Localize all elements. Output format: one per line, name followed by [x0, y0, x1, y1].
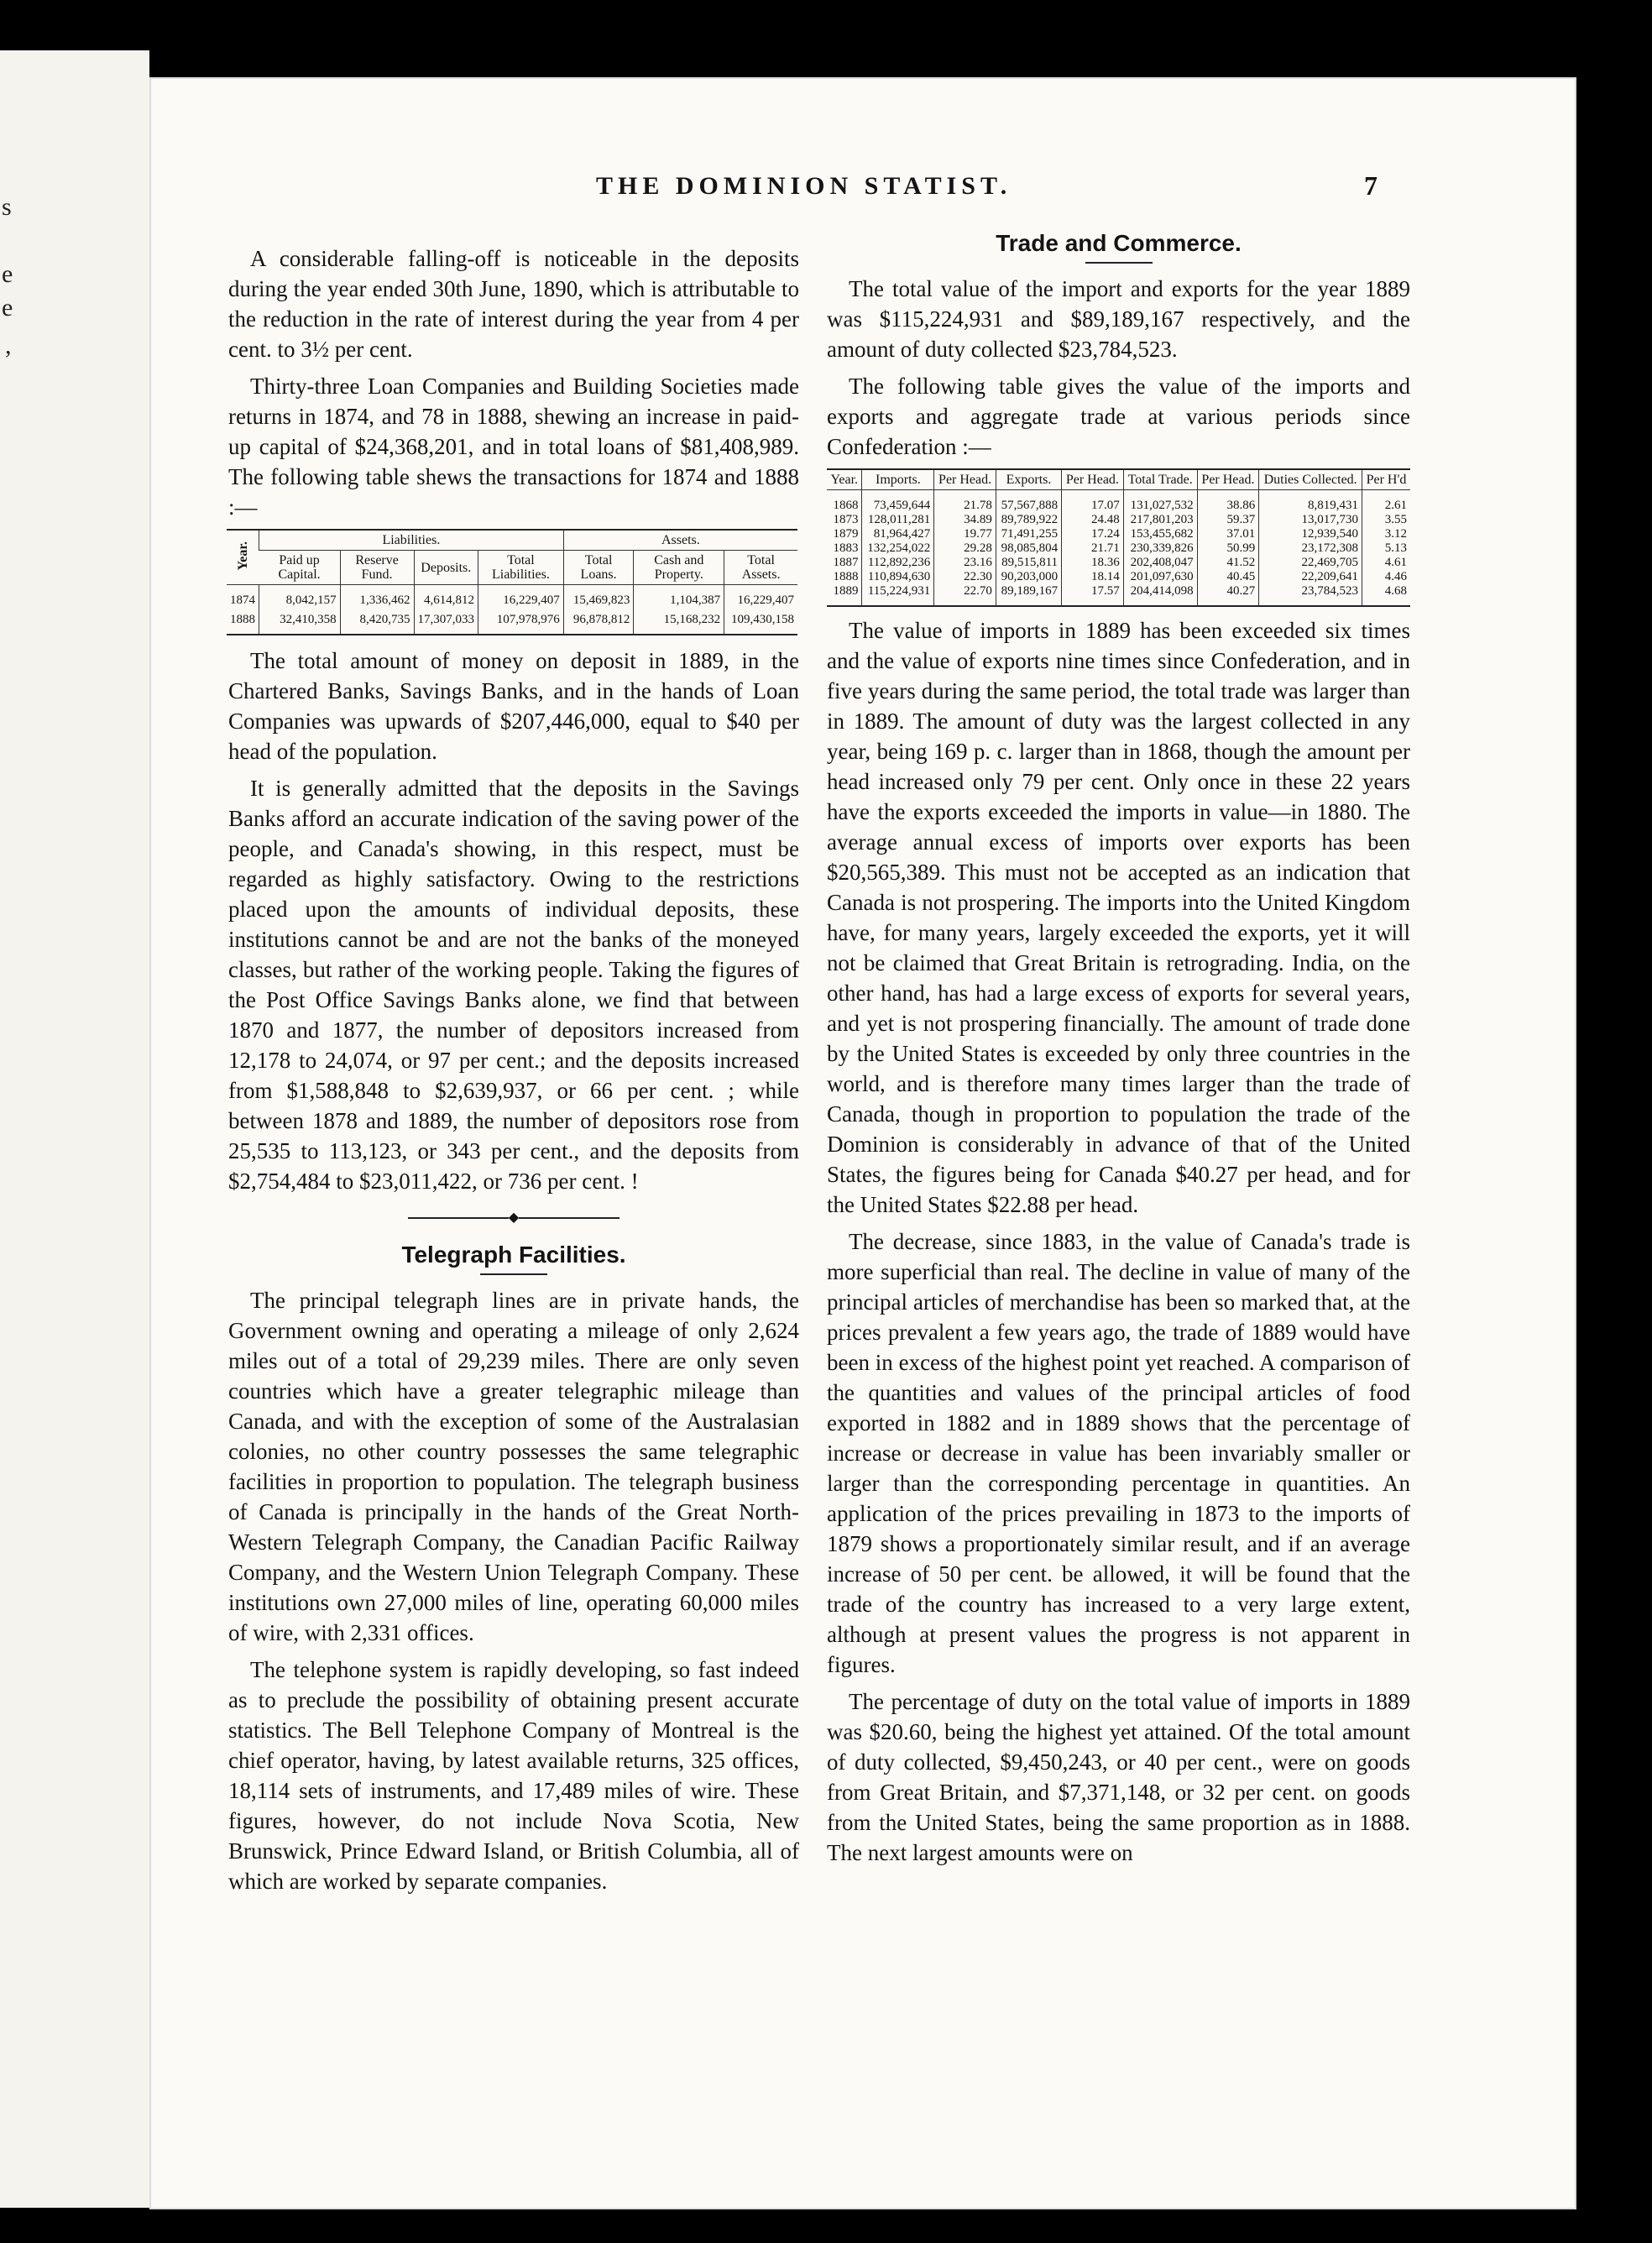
table-row [827, 513, 1410, 527]
table-cell: 115,224,931 [862, 584, 934, 606]
table-cell: 22.30 [934, 570, 996, 584]
table-cell: 89,189,167 [996, 584, 1061, 606]
table-row [827, 584, 1410, 606]
table-cell: 15,469,823 [563, 585, 634, 611]
table-cell: 18.36 [1062, 556, 1124, 570]
table-cell: 22,209,641 [1259, 570, 1362, 584]
table-cell: 38.86 [1197, 490, 1259, 514]
section-heading: Telegraph Facilities. [401, 1242, 626, 1268]
table-cell: 1888 [833, 570, 859, 583]
table-header: Imports. [862, 469, 934, 490]
table-cell: 4.46 [1362, 570, 1410, 584]
paragraph: The percentage of duty on the total value of imports in 1889 was $20.60, being the highest yet attained. Of the total amount of duty collected, $9,450,243, or 40 per cent., were on goods from Great Britain, and $7,371,148, or 32 per cent. on goods from the United States, being the same proportion as in 1888. The next largest amounts were on [827, 1689, 1410, 1865]
paragraph: The value of imports in 1889 has been exceeded six times and the value of exports nine times since Confederation, and in five years during the same period, the total trade was larger than in 1889. The amount of duty was the largest collected in any year, being 169 p. c. larger than in 1868, though the amount per head increased only 79 per cent. Only once in these 22 years have the exports exceeded the imports in value—in 1880. The average annual excess of imports over exports has been $20,565,389. This must not be accepted as an indication that Canada is not prospering. The imports into the United Kingdom have, for many years, largely exceeded the exports, yet it will not be claimed that Great Britain is retrograding. India, on the other hand, has had a large excess of exports for several years, and yet is not prospering financially. The amount of trade done by the United States is exceeded by only three countries in the world, and is therefore many times larger than the trade of Canada, though in proportion to population the trade of the Dominion is considerably in advance of that of the United States, the figures being for Canada $40.27 per head, and for the United States $22.88 per head. [827, 618, 1410, 1217]
paragraph: The total value of the import and exports for the year 1889 was $115,224,931 and $89,189,167 respectively, and the amount of duty collected $23,784,523. [827, 276, 1410, 362]
table-cell: 40.27 [1197, 584, 1259, 606]
table-cell: 109,430,158 [724, 610, 797, 635]
loan-companies-table [227, 529, 797, 635]
table-cell: 1873 [833, 513, 859, 526]
heading-rule [480, 1273, 547, 1275]
table-cell: 204,414,098 [1123, 584, 1197, 606]
table-cell: 81,964,427 [862, 527, 934, 541]
table-row [227, 585, 797, 611]
table-cell: 23.16 [934, 556, 996, 570]
table-cell: 1879 [833, 527, 859, 541]
paragraph: The decrease, since 1883, in the value of Canada's trade is more superficial than real. The decline in value of many of the principal articles of merchandise has been so marked that, at the prices prevalent a few years ago, the trade of 1889 would have been in excess of the highest point yet reached. A comparison of the quantities and values of the principal articles of food exported in 1882 and in 1889 shows that the percentage of increase or decrease in value has been invariably smaller or larger than the corresponding percentage in quantities. An application of the prices prevailing in 1873 to the imports of 1879 shows a proportionately similar result, and if an average increase of 50 per cent. be allowed, it will be found that the trade of the country has increased to a very large extent, although at present values the progress is not apparent in figures. [827, 1229, 1410, 1677]
table-row [827, 541, 1410, 556]
table-cell: 2.61 [1362, 490, 1410, 514]
page-number: 7 [1364, 170, 1378, 201]
table-cell: 4.61 [1362, 556, 1410, 570]
table-header: Total Loans. [563, 551, 634, 585]
table-cell: 1889 [827, 584, 862, 606]
table-cell: 89,515,811 [996, 556, 1061, 570]
table-header: Total Liabilities. [478, 551, 564, 585]
table-cell: 15,168,232 [634, 610, 724, 635]
section-divider: ◆ [228, 1203, 799, 1233]
table-cell: 17.57 [1062, 584, 1124, 606]
section-heading: Trade and Commerce. [996, 230, 1242, 256]
paragraph: The principal telegraph lines are in private hands, the Government owning and operating a mileage of only 2,624 miles out of a total of 29,239 miles. There are only seven countries which have a greater telegraphic mileage than Canada, and with the exception of some of the Australasian colonies, no other country possesses the same telegraphic facilities in proportion to population. The telegraph business of Canada is principally in the hands of the Great North-Western Telegraph Company, the Canadian Pacific Railway Company, and the Western Union Telegraph Company. These institutions own 27,000 miles of line, operating 60,000 miles of wire, with 2,331 offices. [228, 1288, 799, 1645]
table-header: Reserve Fund. [340, 551, 414, 585]
strip-letter: e [2, 260, 13, 288]
table-cell: 4.68 [1362, 584, 1410, 606]
table-cell: 34.89 [934, 513, 996, 527]
table-cell: 17,307,033 [414, 610, 478, 635]
table-header: Per H'd [1362, 469, 1410, 490]
paragraph: A considerable falling-off is noticeable in the deposits during the year ended 30th June, 1890, which is attributable to the reduction in the rate of interest during the year from 4 per cent. to 3½ per cent. [228, 246, 799, 362]
table-cell: 32,410,358 [259, 610, 341, 635]
table-cell: 17.07 [1062, 490, 1124, 514]
table-row [827, 490, 1410, 514]
table-cell: 23,172,308 [1259, 541, 1362, 556]
table-header: Total Assets. [724, 551, 797, 585]
running-header: THE DOMINION STATIST. [596, 172, 1012, 200]
table-header: Cash and Property. [634, 551, 724, 585]
table-cell: 8,819,431 [1259, 490, 1362, 514]
adjacent-page-strip [0, 50, 149, 2208]
paragraph: The telephone system is rapidly developing, so fast indeed as to preclude the possibility of obtaining present accurate statistics. The Bell Telephone Company of Montreal is the chief operator, having, by latest available returns, 325 offices, 18,114 sets of instruments, and 17,489 miles of wire. These figures, however, do not include Nova Scotia, New Brunswick, Prince Edward Island, or British Columbia, all of which are worked by separate companies. [228, 1657, 799, 1894]
right-column [827, 228, 1410, 1874]
table-group-header: Assets. [563, 530, 797, 551]
table-cell: 128,011,281 [862, 513, 934, 527]
table-header: Per Head. [1197, 469, 1259, 490]
table-cell: 71,491,255 [996, 527, 1061, 541]
table-cell: 153,455,682 [1123, 527, 1197, 541]
table-cell: 3.55 [1362, 513, 1410, 527]
left-column [228, 243, 799, 1903]
table-header: Year. [227, 530, 259, 585]
table-cell: 57,567,888 [996, 490, 1061, 514]
table-cell: 4,614,812 [414, 585, 478, 611]
table-cell: 21.78 [934, 490, 996, 514]
paragraph: The following table gives the value of the imports and exports and aggregate trade at various periods since Confederation :— [827, 374, 1410, 459]
table-cell: 18.14 [1062, 570, 1124, 584]
table-cell: 3.12 [1362, 527, 1410, 541]
table-header: Deposits. [414, 551, 478, 585]
table-cell: 110,894,630 [862, 570, 934, 584]
table-cell: 1868 [833, 499, 859, 512]
table-cell: 201,097,630 [1123, 570, 1197, 584]
table-group-header: Liabilities. [259, 530, 564, 551]
table-cell: 1874 [230, 593, 255, 607]
table-row [827, 556, 1410, 570]
table-header: Duties Collected. [1259, 469, 1362, 490]
table-cell: 230,339,826 [1123, 541, 1197, 556]
table-cell: 59.37 [1197, 513, 1259, 527]
table-cell: 202,408,047 [1123, 556, 1197, 570]
table-cell: 24.48 [1062, 513, 1124, 527]
table-cell: 8,042,157 [259, 585, 341, 611]
table-cell: 107,978,976 [478, 610, 564, 635]
strip-letter: s [2, 193, 12, 221]
table-row [827, 527, 1410, 541]
table-cell: 21.71 [1062, 541, 1124, 556]
table-cell: 112,892,236 [862, 556, 934, 570]
table-cell: 17.24 [1062, 527, 1124, 541]
table-header: Total Trade. [1123, 469, 1197, 490]
table-header: Per Head. [934, 469, 996, 490]
table-cell: 132,254,022 [862, 541, 934, 556]
table-cell: 13,017,730 [1259, 513, 1362, 527]
table-cell: 5.13 [1362, 541, 1410, 556]
heading-rule [1085, 262, 1153, 264]
table-cell: 89,789,922 [996, 513, 1061, 527]
table-cell: 50.99 [1197, 541, 1259, 556]
table-cell: 98,085,804 [996, 541, 1061, 556]
table-cell: 1,336,462 [340, 585, 414, 611]
table-row [827, 570, 1410, 584]
table-header: Exports. [996, 469, 1061, 490]
table-cell: 16,229,407 [478, 585, 564, 611]
table-cell: 1883 [833, 541, 859, 555]
table-cell: 12,939,540 [1259, 527, 1362, 541]
table-cell: 41.52 [1197, 556, 1259, 570]
table-cell: 22.70 [934, 584, 996, 606]
table-cell: 29.28 [934, 541, 996, 556]
table-cell: 1887 [833, 556, 859, 569]
table-cell: 217,801,203 [1123, 513, 1197, 527]
table-cell: 131,027,532 [1123, 490, 1197, 514]
table-cell: 90,203,000 [996, 570, 1061, 584]
table-header: Per Head. [1062, 469, 1124, 490]
table-cell: 19.77 [934, 527, 996, 541]
table-cell: 96,878,812 [563, 610, 634, 635]
table-cell: 73,459,644 [862, 490, 934, 514]
table-cell: 16,229,407 [724, 585, 797, 611]
paragraph: The total amount of money on deposit in 1889, in the Chartered Banks, Savings Banks, and in the hands of Loan Companies was upwards of $207,446,000, equal to $40 per head of the population. [228, 648, 799, 764]
trade-table [827, 468, 1410, 607]
table-cell: 40.45 [1197, 570, 1259, 584]
paragraph: Thirty-three Loan Companies and Building Societies made returns in 1874, and 78 in 1888, shewing an increase in paid-up capital of $24,368,201, and in total loans of $81,408,989. The following table shews the transactions for 1874 and 1888 :— [228, 374, 799, 520]
table-header: Year. [827, 469, 862, 490]
strip-letter: e [2, 294, 13, 322]
table-cell: 1888 [227, 610, 259, 635]
table-cell: 8,420,735 [340, 610, 414, 635]
table-cell: 22,469,705 [1259, 556, 1362, 570]
table-row [227, 610, 797, 635]
paragraph: It is generally admitted that the deposits in the Savings Banks afford an accurate indication of the saving power of the people, and Canada's showing, in this respect, must be regarded as highly satisfactory. Owing to the restrictions placed upon the amounts of individual deposits, these institutions cannot be and are not the banks of the moneyed classes, but rather of the working people. Taking the figures of the Post Office Savings Banks alone, we find that between 1870 and 1877, the number of depositors increased from 12,178 to 24,074, or 97 per cent.; and the deposits increased from $1,588,848 to $2,639,937, or 66 per cent. ; while between 1878 and 1889, the number of depositors rose from 25,535 to 113,123, or 343 per cent., and the deposits from $2,754,484 to $23,011,422, or 736 per cent. ! [228, 776, 799, 1194]
table-header: Paid up Capital. [259, 551, 341, 585]
table-cell: 23,784,523 [1259, 584, 1362, 606]
table-cell: 1,104,387 [634, 585, 724, 611]
strip-letter: , [5, 332, 12, 359]
table-cell: 37.01 [1197, 527, 1259, 541]
